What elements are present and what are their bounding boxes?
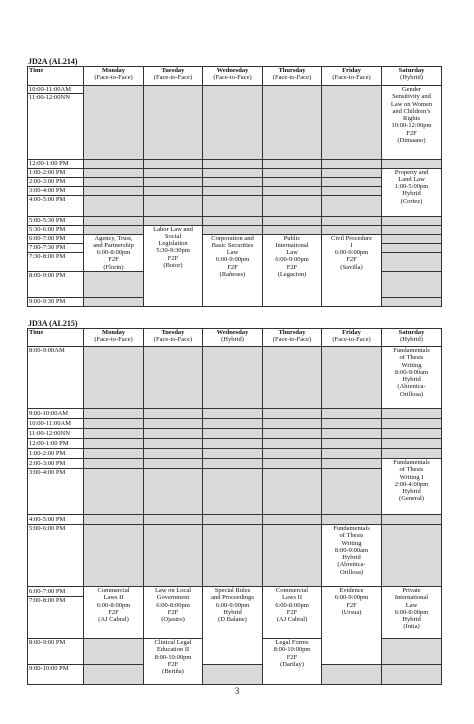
day-mode: (Hybrid) [221,336,244,344]
empty-slot [263,469,322,515]
empty-slot [322,168,382,177]
empty-slot [382,419,442,429]
day-name: Friday [342,67,361,74]
empty-slot [263,459,322,469]
empty-slot [263,409,322,419]
day-mode: (Face-to-Face) [332,74,371,82]
class-cell: Legal Forms 8:00-10:00pm F2F (Darilay) [263,639,322,685]
empty-slot [322,216,382,225]
class-cell: Fundamentals of Thesis Writing 8:00-9:00am Hybrid (Abrenica- Orillosa) [322,525,382,587]
class-cell: Law on Local Government 6:00-8:00pm F2F (Ojastro) [144,587,203,639]
day-name: Thursday [278,329,306,336]
empty-slot [263,225,322,234]
empty-slot [263,86,322,160]
empty-slot [322,419,382,429]
day-name: Tuesday [161,67,185,74]
table-row [28,195,442,216]
empty-slot [203,216,263,225]
empty-slot [203,347,263,409]
empty-slot [263,449,322,459]
empty-slot [144,439,203,449]
empty-slot [382,665,442,685]
empty-slot [322,86,382,160]
empty-slot [263,216,322,225]
day-mode: (Face-to-Face) [272,336,312,344]
empty-slot [203,177,263,186]
time-cell: 10:00-11:00AM [28,86,84,94]
time-cell: 5:00-6:00 PM [28,525,84,587]
empty-slot [203,439,263,449]
table-row [28,525,442,587]
empty-slot [382,639,442,665]
day-header-saturday [382,67,442,86]
empty-slot [203,459,263,469]
empty-slot [84,515,144,525]
empty-slot [382,234,442,243]
table-row [28,439,442,449]
empty-slot [382,216,442,225]
empty-slot [84,459,144,469]
table-row [28,419,442,429]
time-cell: 12:00-1:00 PM [28,439,84,449]
day-header-tuesday [144,329,203,347]
empty-slot [144,177,203,186]
empty-slot [144,525,203,587]
class-cell: Gender Sensitivity and Law on Women and Children’s Rights 10:00-12:00pm F2F (Dimaano) [382,86,442,160]
empty-slot [203,525,263,587]
empty-slot [322,195,382,216]
class-cell: Civil Procedure I 6:00-9:00pm F2F (Savilla) [322,234,382,306]
header-row [28,67,442,86]
day-mode: (Hybrid) [400,74,423,82]
class-cell: Agency, Trust, and Partnership 6:00-8:00pm F2F (Florin) [84,234,144,271]
table-row [28,665,442,685]
day-mode: (Face-to-Face) [94,74,133,82]
empty-slot [203,186,263,195]
schedule-table-jd3a [27,328,442,685]
time-header: Time [28,67,84,86]
empty-slot [144,347,203,409]
table-row [28,186,442,195]
time-cell: 8:00-9:00AM [28,347,84,409]
empty-slot [84,86,144,160]
empty-slot [203,419,263,429]
empty-slot [382,429,442,439]
table-row [28,347,442,409]
empty-slot [84,639,144,665]
empty-slot [203,469,263,515]
empty-slot [203,409,263,419]
empty-slot [203,449,263,459]
empty-slot [84,419,144,429]
time-cell: 6:00-7:00 PM [28,587,84,597]
empty-slot [84,525,144,587]
empty-slot [322,665,382,685]
empty-slot [382,298,442,307]
time-cell: 6:00-7:00 PM [28,234,84,243]
empty-slot [84,347,144,409]
table-row [28,587,442,597]
day-name: Monday [101,67,126,74]
day-mode: (Face-to-Face) [332,336,371,344]
table-row [28,459,442,469]
empty-slot [84,298,144,307]
time-cell: 8:00-9:00 PM [28,639,84,665]
empty-slot [263,347,322,409]
empty-slot [263,195,322,216]
empty-slot [84,195,144,216]
time-cell: 1:00-2:00 PM [28,168,84,177]
time-header: Time [28,329,84,347]
time-cell: 12:00-1:00 PM [28,160,84,168]
day-name: Saturday [398,67,425,74]
empty-slot [322,439,382,449]
empty-slot [84,216,144,225]
day-mode: (Face-to-Face) [94,336,133,344]
empty-slot [322,459,382,469]
table-row [28,409,442,419]
table-row [28,234,442,243]
empty-slot [84,160,144,168]
empty-slot [322,469,382,515]
section-title-jd3a: JD3A (AL215) [28,319,78,328]
empty-slot [84,186,144,195]
day-header-wednesday [203,67,263,86]
table-row [28,449,442,459]
time-cell: 11:00-12:00NN [28,429,84,439]
empty-slot [203,225,263,234]
empty-slot [84,168,144,177]
class-cell: Property and Land Law 1:00-5:00pm Hybrid (Cortez) [382,168,442,216]
time-cell: 10:00-11:00AM [28,419,84,429]
empty-slot [203,86,263,160]
table-row [28,429,442,439]
empty-slot [84,429,144,439]
page-number: 3 [234,686,240,696]
empty-slot [382,243,442,252]
empty-slot [382,225,442,234]
empty-slot [144,429,203,439]
day-mode: (Face-to-Face) [272,74,312,82]
class-cell: Clinical Legal Education II 8:00-10:00pm F2F (Beriña) [144,639,203,685]
empty-slot [144,419,203,429]
empty-slot [144,195,203,216]
empty-slot [203,160,263,168]
table-row [28,515,442,525]
empty-slot [144,459,203,469]
section-title-jd2a: JD2A (AL214) [28,57,78,66]
day-name: Thursday [278,67,306,74]
empty-slot [203,515,263,525]
time-cell: 5:30-6:00 PM [28,225,84,234]
empty-slot [263,429,322,439]
day-header-monday [84,329,144,347]
empty-slot [84,439,144,449]
empty-slot [263,160,322,168]
day-header-saturday [382,329,442,347]
day-mode: (Face-to-Face) [153,336,193,344]
empty-slot [203,665,263,685]
empty-slot [144,186,203,195]
day-header-monday [84,67,144,86]
class-cell: Public International Law 6:00-9:00pm F2F (Legacion) [263,234,322,306]
empty-slot [322,515,382,525]
class-cell: Special Rules and Proceedings 6:00-9:00pm Hybrid (D Balane) [203,587,263,665]
class-cell: Private International Law 6:00-8:00pm Hybrid (Intia) [382,587,442,639]
empty-slot [382,515,442,525]
empty-slot [84,272,144,298]
schedule-table-jd2a [27,66,442,307]
empty-slot [322,186,382,195]
class-cell: Commercial Laws II 6:00-8:00pm F2F (AJ Cabral) [263,587,322,639]
empty-slot [382,409,442,419]
empty-slot [144,168,203,177]
class-cell: Labor Law and Social Legislation 5:30-9:30pm F2F (Botor) [144,225,203,306]
empty-slot [322,160,382,168]
time-cell: 3:00-4:00 PM [28,186,84,195]
empty-slot [84,449,144,459]
time-cell: 9:00-10:00AM [28,409,84,419]
time-cell: 4:00-5:00 PM [28,195,84,216]
time-cell: 7:30-8:00 PM [28,252,84,271]
empty-slot [144,515,203,525]
day-header-thursday [263,329,322,347]
table-row [28,469,442,515]
day-header-friday [322,67,382,86]
table-row [28,216,442,225]
empty-slot [203,429,263,439]
empty-slot [263,177,322,186]
empty-slot [322,409,382,419]
empty-slot [382,449,442,459]
day-mode: (Face-to-Face) [153,74,193,82]
day-name: Wednesday [216,67,249,74]
time-cell: 1:00-2:00 PM [28,449,84,459]
time-cell: 7:00-8:00 PM [28,597,84,639]
class-cell: Corporation and Basic Securities Law 6:00-9:00pm F2F (Rañeses) [203,234,263,306]
empty-slot [144,409,203,419]
empty-slot [144,449,203,459]
empty-slot [84,225,144,234]
empty-slot [144,469,203,515]
class-cell: Fundamentals of Thesis Writing 8:00-9:00am Hybrid (Abrenica- Orillosa) [382,347,442,409]
time-cell: 3:00-4:00 PM [28,469,84,515]
empty-slot [382,252,442,271]
empty-slot [84,665,144,685]
table-row [28,86,442,94]
empty-slot [322,225,382,234]
day-name: Wednesday [216,329,249,336]
table-row [28,168,442,177]
time-cell: 4:00-5:00 PM [28,515,84,525]
empty-slot [322,429,382,439]
empty-slot [144,160,203,168]
empty-slot [263,168,322,177]
empty-slot [144,86,203,160]
class-cell: Evidence 6:00-9:00pm F2F (Ursua) [322,587,382,665]
day-header-wednesday [203,329,263,347]
empty-slot [203,195,263,216]
table-row [28,160,442,168]
day-header-tuesday [144,67,203,86]
day-name: Saturday [398,329,425,336]
empty-slot [382,160,442,168]
empty-slot [322,347,382,409]
empty-slot [263,525,322,587]
day-mode: (Hybrid) [400,336,423,344]
day-header-thursday [263,67,322,86]
time-cell: 5:00-5:30 PM [28,216,84,225]
empty-slot [84,469,144,515]
time-cell: 2:00-3:00 PM [28,177,84,186]
empty-slot [382,525,442,587]
time-cell: 9:00-10:00 PM [28,665,84,685]
day-header-friday [322,329,382,347]
table-row [28,177,442,186]
class-cell: Commercial Laws II 6:00-8:00pm F2F (AJ Cabral) [84,587,144,639]
empty-slot [322,449,382,459]
class-cell: Fundamentals of Thesis Writing I 2:00-4:00pm Hybrid (General) [382,459,442,515]
time-cell: 2:00-3:00 PM [28,459,84,469]
empty-slot [322,177,382,186]
day-name: Friday [342,329,361,336]
header-row [28,329,442,347]
empty-slot [84,177,144,186]
empty-slot [203,168,263,177]
day-name: Tuesday [161,329,185,336]
time-cell: 8:00-9:00 PM [28,272,84,298]
time-cell: 7:00-7:30 PM [28,243,84,252]
empty-slot [263,439,322,449]
empty-slot [382,272,442,298]
empty-slot [263,186,322,195]
empty-slot [144,216,203,225]
empty-slot [263,515,322,525]
empty-slot [263,419,322,429]
time-cell: 11:00-12:00NN [28,94,84,160]
table-row [28,225,442,234]
day-name: Monday [101,329,126,336]
empty-slot [84,409,144,419]
empty-slot [382,439,442,449]
day-mode: (Face-to-Face) [213,74,252,82]
time-cell: 9:00-9:30 PM [28,298,84,307]
